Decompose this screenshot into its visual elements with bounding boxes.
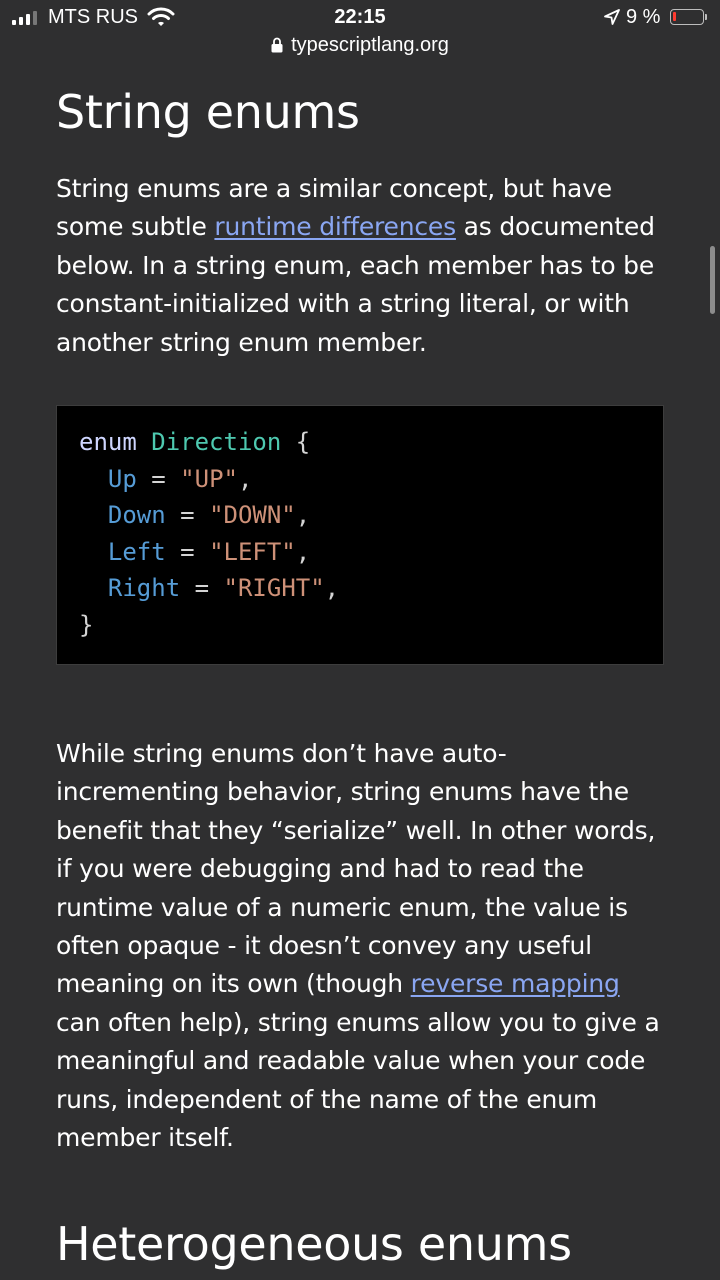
code-line: Up = "UP", — [107, 464, 253, 493]
code-member-name: Left — [107, 537, 166, 566]
battery-icon — [670, 9, 704, 25]
lock-icon — [271, 37, 283, 53]
url-text: typescriptlang.org — [291, 34, 449, 56]
page-scrollbar[interactable] — [710, 246, 715, 314]
code-member-value: "UP" — [180, 464, 238, 493]
paragraph-text: While string enums don’t have auto-incrementing behavior, string enums have the benefit that they “serialize” well. In other words, if you were debugging and had to read the runtime value of a numeric enum, the value is often opaque - it doesn’t convey any useful meaning on its own (though — [56, 739, 656, 999]
address-bar[interactable] — [0, 34, 720, 62]
battery-cap — [705, 14, 707, 20]
article — [56, 80, 666, 1271]
code-member-value: "RIGHT" — [223, 574, 325, 603]
code-type-name: Direction — [151, 428, 282, 456]
code-line — [79, 607, 663, 644]
reverse-mapping-link[interactable]: reverse mapping — [410, 969, 620, 999]
code-line: Down = "DOWN", — [107, 501, 311, 530]
carrier-name: MTS RUS — [48, 6, 138, 28]
code-line: Left = "LEFT", — [107, 537, 311, 566]
paragraph-serialize — [56, 735, 666, 1157]
battery-percent: 9 % — [626, 6, 661, 28]
code-block — [56, 405, 664, 665]
code-brace-open: { — [295, 428, 311, 456]
section-heading: String enums — [56, 85, 360, 139]
code-keyword: enum — [79, 428, 137, 456]
code-brace-close: } — [79, 610, 94, 639]
runtime-differences-link[interactable]: runtime differences — [214, 212, 456, 242]
location-arrow-icon — [603, 8, 621, 26]
clock: 22:15 — [334, 6, 386, 28]
paragraph-text: String enums are a similar concept, but have some subtle — [56, 174, 612, 242]
code-member-value: "DOWN" — [209, 501, 296, 530]
paragraph-intro — [56, 170, 666, 362]
code-line: Right = "RIGHT", — [107, 574, 340, 603]
code-member-name: Up — [107, 464, 137, 493]
code-member-value: "LEFT" — [209, 537, 296, 566]
section-heading-heterogeneous: Heterogeneous enums — [56, 1217, 572, 1271]
code-line — [79, 424, 663, 461]
code-member-name: Right — [107, 574, 181, 603]
code-member-name: Down — [107, 501, 166, 530]
paragraph-text: as documented below. In a string enum, each member has to be constant-initialized with a string literal, or with another string enum member. — [56, 212, 655, 357]
status-bar — [0, 0, 720, 36]
paragraph-text: can often help), string enums allow you to give a meaningful and readable value when your code runs, independent of the name of the enum member itself. — [56, 1007, 660, 1153]
